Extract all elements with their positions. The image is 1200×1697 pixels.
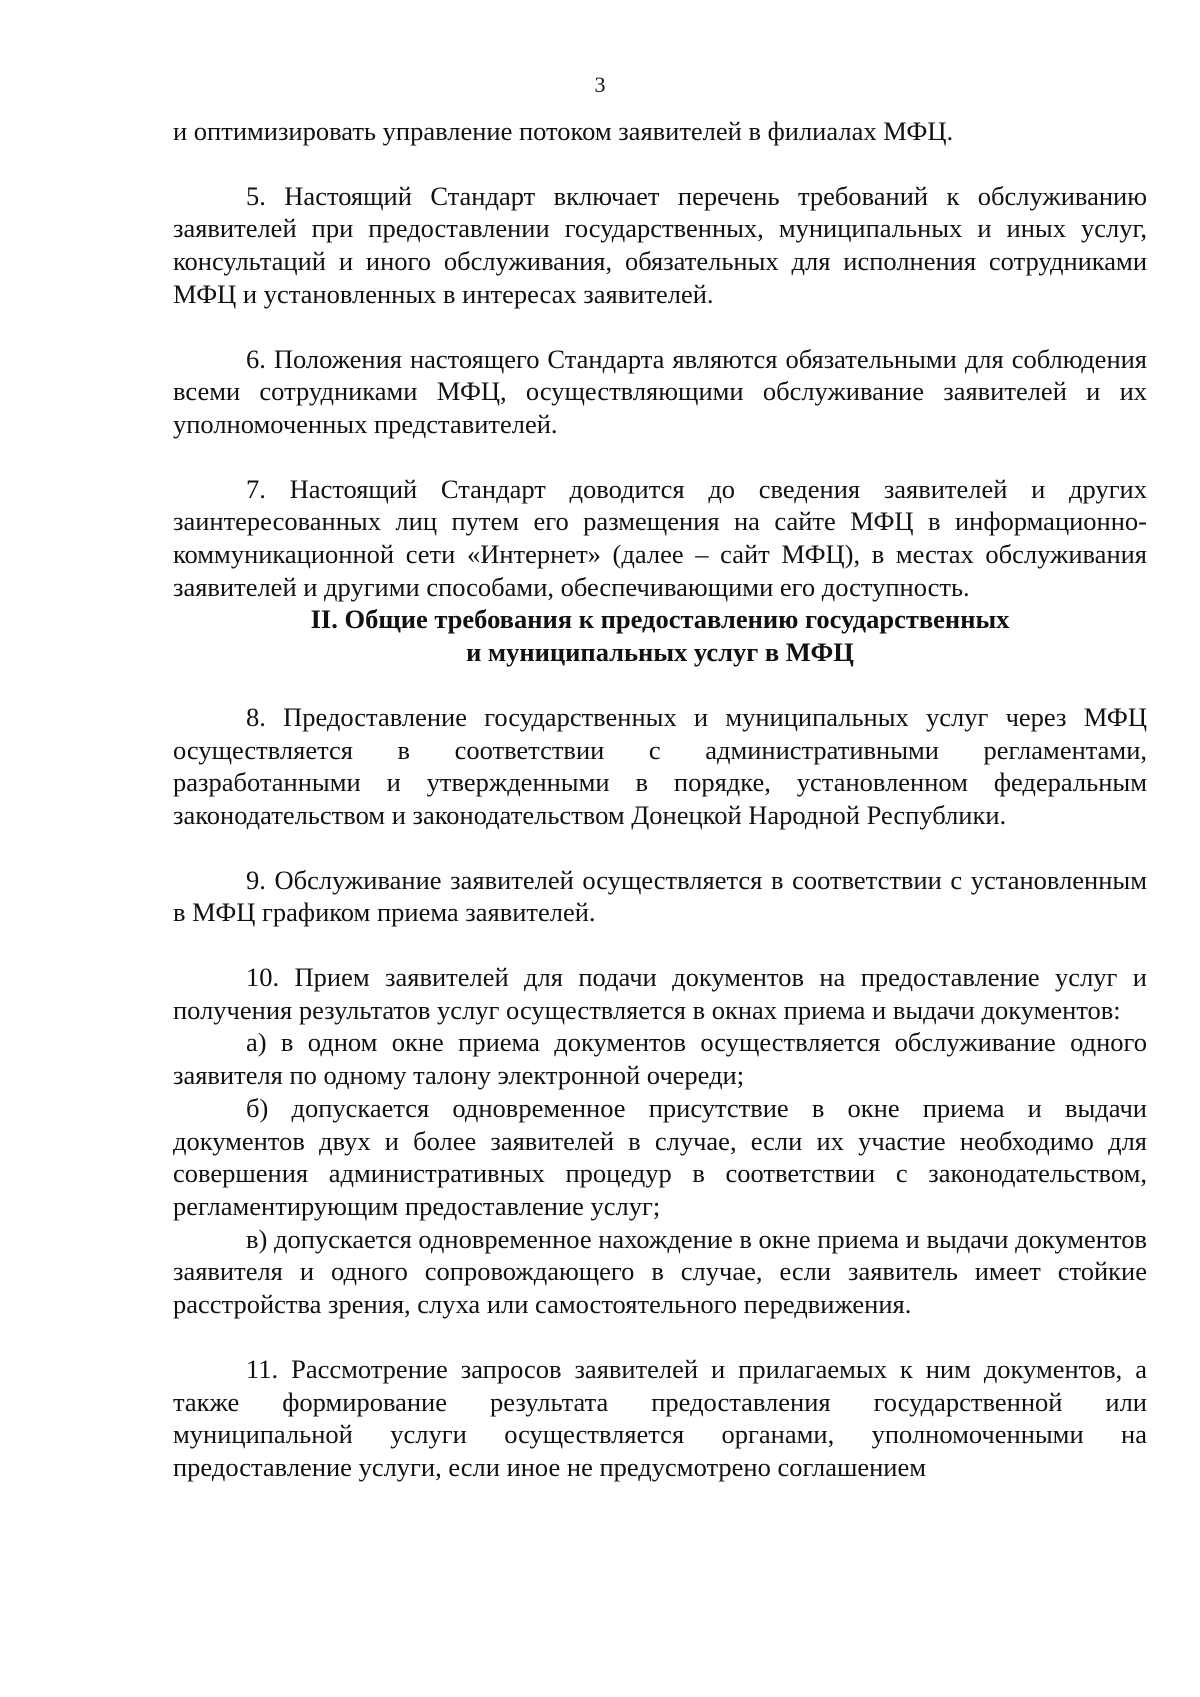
section-heading	[173, 603, 1147, 668]
paragraph-10-c: в) допускается одновременное нахождение в окне приема и выдачи документов заявителя и одного сопровождающего в случае, если заявитель имеет стойкие расстройства зрения, слуха или самостоятельного передвижения.	[173, 1223, 1147, 1320]
paragraph-10-b: б) допускается одновременное присутствие в окне приема и выдачи документов двух и более заявителей в случае, если их участие необходимо для совершения административных процедур в соответствии с законодательством, регламентирующим предоставление услуг;	[173, 1092, 1147, 1221]
page-number: 3	[594, 72, 606, 97]
paragraph-11: 11. Рассмотрение запросов заявителей и прилагаемых к ним документов, а также формирование результата предоставления государственной или муниципальной услуги осуществляется органами, уполномоченными на предоставление услуги, если иное не предусмотрено соглашением	[173, 1353, 1147, 1482]
document-body	[173, 115, 1147, 1484]
paragraph-8: 8. Предоставление государственных и муниципальных услуг через МФЦ осуществляется в соответствии с административными регламентами, разработанными и утвержденными в порядке, установленном федеральным законодательством и законодательством Донецкой Народной Республики.	[173, 701, 1147, 830]
paragraph-9: 9. Обслуживание заявителей осуществляется в соответствии с установленным в МФЦ графиком приема заявителей.	[173, 864, 1147, 928]
paragraph-continuation: и оптимизировать управление потоком заявителей в филиалах МФЦ.	[173, 116, 954, 146]
paragraph-10-a: а) в одном окне приема документов осуществляется обслуживание одного заявителя по одному талону электронной очереди;	[173, 1027, 1147, 1091]
section-heading-line-1: II. Общие требования к предоставлению государственных	[310, 604, 1010, 635]
paragraph-6: 6. Положения настоящего Стандарта являются обязательными для соблюдения всеми сотрудниками МФЦ, осуществляющими обслуживание заявителей и их уполномоченных представителей.	[173, 343, 1147, 439]
paragraph-10: 10. Прием заявителей для подачи документов на предоставление услуг и получения результатов услуг осуществляется в окнах приема и выдачи документов:	[173, 962, 1147, 1025]
paragraph-7: 7. Настоящий Стандарт доводится до сведения заявителей и других заинтересованных лиц путем его размещения на сайте МФЦ в информационно-коммуникационной сети «Интернет» (далее – сайт МФЦ), в местах обслуживания заявителей и другими способами, обеспечивающими его доступность.	[173, 473, 1147, 602]
section-heading-line-2: и муниципальных услуг в МФЦ	[466, 637, 854, 668]
paragraph-5: 5. Настоящий Стандарт включает перечень требований к обслуживанию заявителей при предоставлении государственных, муниципальных и иных услуг, консультаций и иного обслуживания, обязательных для исполнения сотрудниками МФЦ и установленных в интересах заявителей.	[173, 180, 1147, 309]
